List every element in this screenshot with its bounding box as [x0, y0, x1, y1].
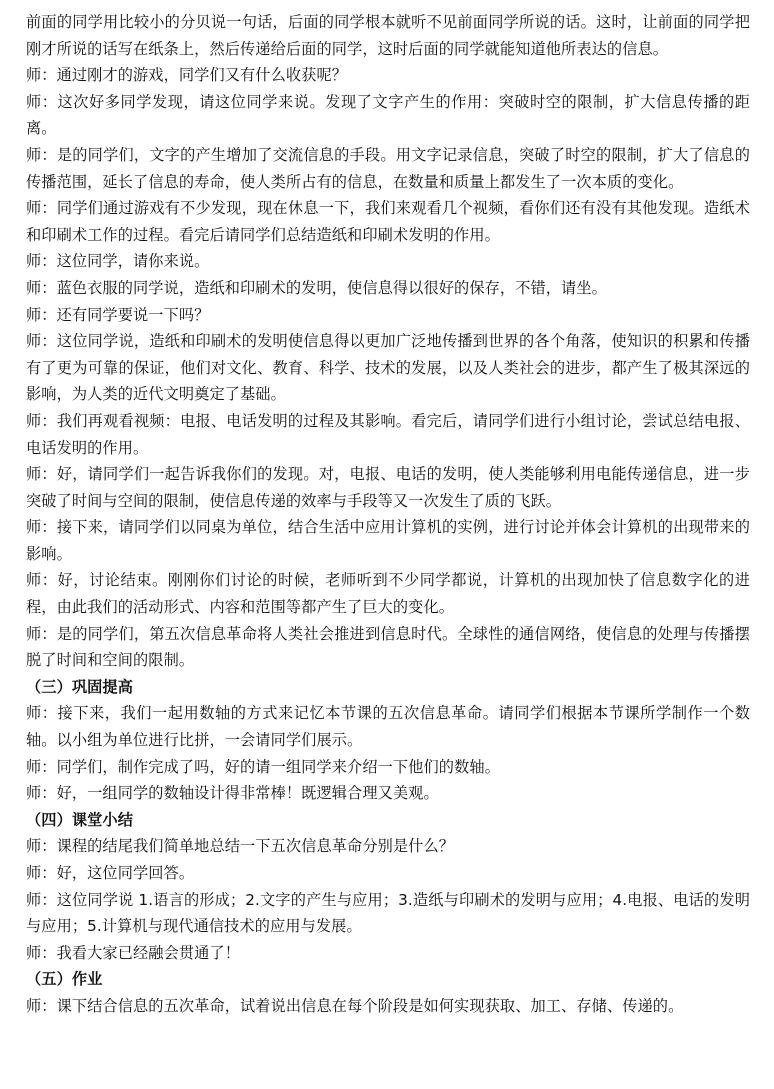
paragraph-intro-continued: 前面的同学用比较小的分贝说一句话，后面的同学根本就听不见前面同学所说的话。这时，让前面的同学把刚才所说的话写在纸条上，然后传递给后面的同学，这时后面的同学就能知道他所表达的信息。	[26, 13, 750, 58]
paragraph-writing-summary: 师：是的同学们，文字的产生增加了交流信息的手段。用文字记录信息，突破了时空的限制，扩大了信息的传播范围，延长了信息的寿命，使人类所占有的信息，在数量和质量上都发生了一次本质的变化。	[26, 145, 750, 191]
paragraph-invite-student: 师：这位同学，请你来说。	[26, 252, 210, 271]
paragraph-number-axis-present: 师：同学们，制作完成了吗，好的请一组同学来介绍一下他们的数轴。	[26, 757, 500, 776]
section-heading-summary: （四）课堂小结	[26, 810, 134, 829]
paragraph-video-telegraph: 师：我们再观看视频：电报、电话发明的过程及其影响。看完后，请同学们进行小组讨论，尝试总结电报、电话发明的作用。	[26, 411, 750, 457]
paragraph-five-revolutions-list: 师：这位同学说 1.语言的形成；2.文字的产生与应用；3.造纸与印刷术的发明与应用；4.电报、电话的发明与应用；5.计算机与现代通信技术的应用与发展。	[26, 890, 750, 936]
paragraph-homework: 师：课下结合信息的五次革命，试着说出信息在每个阶段是如何实现获取、加工、存储、传递的。	[26, 996, 684, 1015]
paragraph-mastery: 师：我看大家已经融会贯通了！	[26, 943, 241, 962]
paragraph-any-more: 师：还有同学要说一下吗？	[26, 305, 210, 324]
paragraph-summary-invite: 师：好，这位同学回答。	[26, 864, 195, 882]
paragraph-number-axis-praise: 师：好，一组同学的数轴设计得非常棒！既逻辑合理又美观。	[26, 784, 439, 803]
paragraph-blue-shirt-student: 师：蓝色衣服的同学说，造纸和印刷术的发明，使信息得以很好的保存，不错，请坐。	[26, 278, 607, 297]
section-heading-consolidate: （三）巩固提高	[26, 677, 134, 696]
paragraph-discussion-end: 师：好，讨论结束。刚刚你们讨论的时候，老师听到不少同学都说，计算机的出现加快了信息数字化的进程，由此我们的活动形式、内容和范围等都产生了巨大的变化。	[26, 571, 750, 617]
paragraph-fifth-revolution: 师：是的同学们，第五次信息革命将人类社会推进到信息时代。全球性的通信网络，使信息的处理与传播摆脱了时间和空间的限制。	[26, 624, 750, 670]
paragraph-number-axis-task: 师：接下来，我们一起用数轴的方式来记忆本节课的五次信息革命。请同学们根据本节课所学制作一个数轴。以小组为单位进行比拼，一会请同学们展示。	[26, 704, 750, 750]
paragraph-computer-discussion: 师：接下来，请同学们以同桌为单位，结合生活中应用计算机的实例，进行讨论并体会计算机的出现带来的影响。	[26, 518, 750, 563]
paragraph-telegraph-impact: 师：好，请同学们一起告诉我你们的发现。对，电报、电话的发明，使人类能够利用电能传递信息，进一步突破了时间与空间的限制，使信息传递的效率与手段等又一次发生了质的飞跃。	[26, 465, 750, 510]
section-heading-homework: （五）作业	[26, 970, 103, 989]
paragraph-summary-question: 师：课程的结尾我们简单地总结一下五次信息革命分别是什么？	[26, 837, 455, 856]
paragraph-teacher-question: 师：通过刚才的游戏，同学们又有什么收获呢？	[26, 66, 348, 85]
paragraph-writing-discovery: 师：这次好多同学发现，请这位同学来说。发现了文字产生的作用：突破时空的限制，扩大信息传播的距离。	[26, 92, 750, 138]
paragraph-video-paper-printing: 师：同学们通过游戏有不少发现，现在休息一下，我们来观看几个视频，看你们还有没有其他发现。造纸术和印刷术工作的过程。看完后请同学们总结造纸和印刷术发明的作用。	[26, 199, 750, 244]
paragraph-printing-impact: 师：这位同学说，造纸和印刷术的发明使信息得以更加广泛地传播到世界的各个角落，使知识的积累和传播有了更为可靠的保证，他们对文化、教育、科学、技术的发展，以及人类社会的进步，都产生了极其深远的影响，为人类的近代文明奠定了基础。	[26, 332, 750, 404]
